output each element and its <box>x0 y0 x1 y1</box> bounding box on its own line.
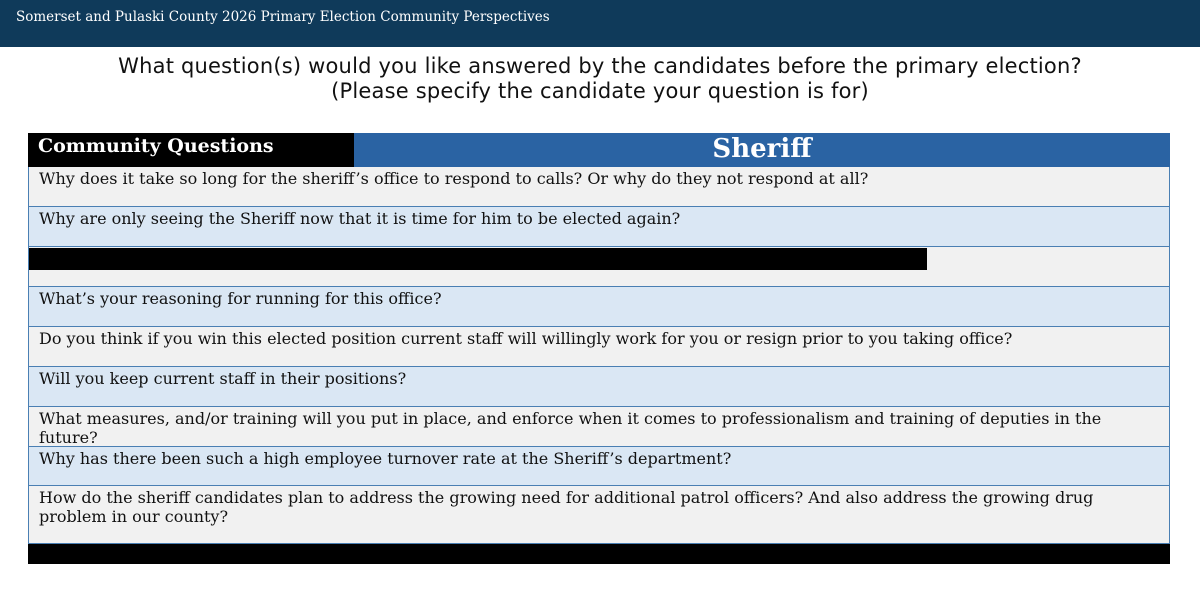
slide-heading <box>0 54 1200 104</box>
banner-title: Somerset and Pulaski County 2026 Primary Election Community Perspectives <box>0 0 1200 47</box>
question-text: Why does it take so long for the sheriff’s office to respond to calls? Or why do they not respond at all? <box>39 169 869 188</box>
table-row-redacted <box>28 247 1170 287</box>
heading-instruction: (Please specify the candidate your question is for) <box>331 79 869 103</box>
table-row <box>28 167 1170 207</box>
heading-question: What question(s) would you like answered by the candidates before the primary election? <box>118 54 1082 78</box>
redaction-bar <box>28 248 927 270</box>
question-text: Will you keep current staff in their positions? <box>39 369 407 388</box>
header-sheriff: Sheriff <box>354 133 1170 167</box>
table-row <box>28 447 1170 486</box>
table-row <box>28 207 1170 247</box>
header-community-questions: Community Questions <box>28 133 354 167</box>
question-text: How do the sheriff candidates plan to address the growing need for additional patrol officers? And also address the growing drug problem in our county? <box>39 488 1094 526</box>
question-text: Why are only seeing the Sheriff now that it is time for him to be elected again? <box>39 209 681 228</box>
table-row <box>28 327 1170 367</box>
question-text: What’s your reasoning for running for this office? <box>39 289 442 308</box>
question-text: Do you think if you win this elected position current staff will willingly work for you or resign prior to you taking office? <box>39 329 1013 348</box>
table-row <box>28 486 1170 544</box>
questions-table <box>28 133 1170 564</box>
question-text: What measures, and/or training will you put in place, and enforce when it comes to professionalism and training of deputies in the future? <box>39 409 1102 447</box>
table-row <box>28 367 1170 407</box>
redaction-bar-footer <box>28 544 1170 564</box>
table-header <box>28 133 1170 167</box>
table-row <box>28 407 1170 447</box>
question-text: Why has there been such a high employee turnover rate at the Sheriff’s department? <box>39 449 732 468</box>
table-row <box>28 287 1170 327</box>
